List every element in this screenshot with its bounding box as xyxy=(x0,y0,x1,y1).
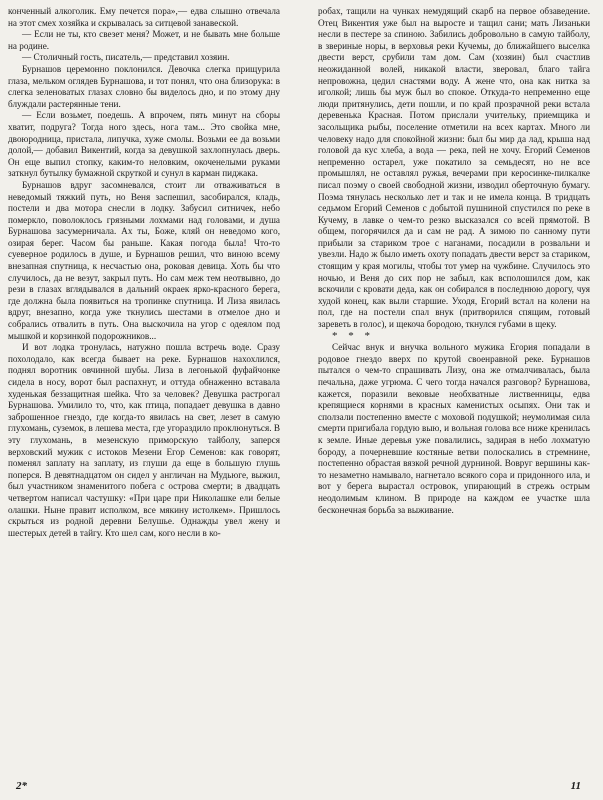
right-text-column xyxy=(318,6,590,758)
paragraph: Сейчас внук и внучка вольного мужика Егория попадали в родовое гнездо вверх по крутой своенравной реке. Бурнашов пытался о чем-то спрашивать Лизу, она же отмалчивалась, была печальна, даже угрюма. С чего тогда начался разговор? Бурнашова, кажется, поразили вековые необхватные лиственницы, едва крепящиеся корнями в красных каменистых осыпях. Они так и сползали постепенно вместе с моховой подушкой; неумолимая сила смерти пригибала гордую выю, и вольная голова все ниже кренилась к земле. Иные деревья уже повалились, задирая в небо лохматую бороду, а почерневшие костяные ветви полоскались в стремнине, постепенно обрастая вязкой речной дурниной. Вовруг вершины как-то незаметно намывало, нагнетало всякого сора и придонного ила, и вот у берега вырастал островок, упирающий в стрежь острым неодолимым клином. В природе на каждом ее участке шла бесконечная борьба за выживание. xyxy=(318,342,590,515)
paragraph: робах, тащили на чунках немудящий скарб на первое обзаведение. Отец Викентия уже был на выросте и тащил сани; мать Лизаньки несли в пестере за спиною. Забились добровольно в самую тайболу, в звериные норы, в верховья реки Кучемы, до ближайшего выселка двести верст, срубили там дом. Сам (хозяин) был счастлив неожиданной волей, никакой власти, зверовал, благо тайга непровожна, цедил снастями воду. А жене что, она как нитка за иголкой; лишь бы муж был во спокое. Откуда-то непременно еще люди притянулись, дети пошли, и по край прозрачной реки встала деревенька Красная. Потом прислали учительку, приемщика и засольщика рыбы, поселение отметили на всех картах. Много ли человеку надо для спокойной жизни: был бы мир да лад, крыша над головой да кус хлеба, а вода — река, пей не хочу. Егорий Семенов непременно остарел, уже покатило за семьдесят, но не все промышлял, не оставлял ружья, вечерами при керосинке-пилкалке писал поэму о своей свободной жизни, изводил оберточную бумагу. Поэма тянулась несколько лет и так и не имела конца. В тридцать седьмом Егорий Семенов с добытой пушниной спустился по реке в Кучему, в лавке о чем-то резко высказался со всей прямотой. В общем, погорячился да и сам не рад. А зимою по санному пути прибыли за стариком трое с наганами, посадили в розвальни и увезли. Надо ж было иметь охоту попадать двести верст за стариком, стоящим у края могилы, чтобы тот умер на чужбине. Случилось это ночью, и Веня до сих пор не забыл, как всполошился дом, как вскочили с кровати деда, как он собирался в последнюю дорогу, чуя худой конец, как выли старшие. Уходя, Егорий встал на колени на пол, где на постели спал внук (притворился спящим, готовый зареветь в голос), и щекоча бородою, ткнулся губами в щеку. xyxy=(318,6,590,330)
page-number-right: 11 xyxy=(570,780,581,792)
paragraph: Бурнашов вдруг засомневался, стоит ли отваживаться в неведомый тяжкий путь, но Веня заспешил, засобирался, кладь, постели и два мотора снесли в лодку. Забусил ситничек, небо померкло, поволоклось грязными лохмами над головами, и душа Бурнашова засумерничала. Ах ты, Боже, кляй он неведомо кого, озирая берег. Часом бы раньше. Какая погода была! Что-то суеверное родилось в душе, и Бурнашов решил, что виною всему внезапная спутница, к несчастью она, роковая девица. Хоть бы что случилось, да не везут, закрыл путь. Но сам меж тем неотвывно, до рези в глазах вглядывался в дальний окраек ярко-красного берега, где должна была появиться на тропинке спутница. И Лиза явилась вдруг, внезапно, когда уже ткнулись шестами в отмелое дно и собрались отвалить в путь. Она выскочила на угор с одеялом под мышкой и корзинкой подорожников... xyxy=(8,179,280,341)
paragraph: И вот лодка тронулась, натужно пошла встречь воде. Сразу похолодало, как всегда бывает на реке. Бурнашов нахохлился, поднял воротник овчинной шубы. Лиза в легонькой фуфайчонке сидела в носу, ворот был распахнут, и оттуда обнаженно вставала худенькая беззащитная шейка. Что за человек? Девушка растрогал Бурнашова. Умилило то, что, как птица, попадает девушка в давно заброшенное гнездо, где когда-то явилась на свет, лезет в самую глухомань, суземок, в лешева места, где угораздило проклюнуться. В эту глухомань, в мезенскую приморскую тайболу, заперся верховский мужик с истоков Мезени Егор Семенов: как говорят, поменял заплату на заплату, из глуши да еще в большую глушь поперся. В девятнадцатом он сидел у англичан на Мудьюге, выжил, был участником знаменитого побега с острова смерти; в двадцать четвертом написал частушку: «При царе при Николашке ели белые олашки. Ныне правит исполком, все мякину истолкем». Пришлось скрыться из родной деревни Белушье. Однажды увел жену и шестерых детей в тайгу. Кто шел сам, кого несли в ко- xyxy=(8,342,280,538)
paragraph: Бурнашов церемонно поклонился. Девочка слегка прищурила глаза, мельком оглядев Бурнашова, и тот понял, что она близорука: в слегка зеленоватых глазах словно бы виделось дно, и по этому дну блуждали растерянные тени. xyxy=(8,63,280,109)
paragraph: — Столичный гость, писатель,— представил хозяин. xyxy=(22,52,230,63)
paragraph: конченный алкоголик. Ему печется пора»,— едва слышно отвечала на этот смех хозяйка и скрывалась за ситцевой занавеской. xyxy=(8,6,280,28)
paragraph: — Если не ты, кто свезет меня? Может, и не бывать мне больше на родине. xyxy=(8,29,280,51)
section-separator: * * * xyxy=(332,329,374,342)
paragraph: — Если возьмет, поедешь. А впрочем, пять минут на сборы хватит, подруга? Тогда ного здесь, нога там... Это свойка мне, двоюродница, пристала, липучка, хуже смолы. Возьми ее да возьми долой,— добавил Викентий, когда за девушкой захлопнулась дверь. Он еще выпил стопку, каким-то неловким, окоченелыми руками заткнул бутылку бумажной скруткой и сунул в карман пиджака. xyxy=(8,110,280,179)
page-number-left: 2* xyxy=(16,780,27,792)
left-text-column xyxy=(8,6,280,758)
